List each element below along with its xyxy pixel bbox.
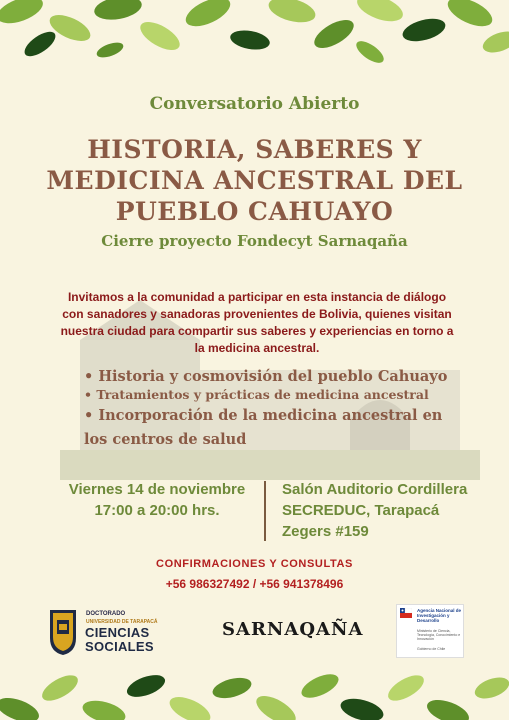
location-line-1: Salón Auditorio Cordillera bbox=[282, 481, 468, 498]
chile-flag-icon bbox=[400, 608, 412, 618]
program-line-2: SOCIALES bbox=[85, 639, 154, 654]
event-title-line-3: PUEBLO CAHUAYO bbox=[115, 197, 394, 226]
sarnaqana-logo: SARNAQAÑA bbox=[222, 619, 364, 640]
topic-text: Tratamientos y prácticas de medicina ancestral bbox=[96, 387, 429, 402]
anid-name: Agencia Nacional de Investigación y Desarrollo bbox=[417, 608, 462, 623]
anid-ministry: Ministerio de Ciencia, Tecnología, Conocimiento e Innovación bbox=[417, 629, 461, 641]
event-title-line-1: HISTORIA, SABERES Y bbox=[87, 135, 422, 164]
event-type: Conversatorio Abierto bbox=[149, 94, 360, 114]
leaf-border-top bbox=[0, 0, 509, 80]
location-line-3: Zegers #159 bbox=[282, 523, 369, 540]
event-datetime bbox=[58, 479, 256, 521]
university-shield-icon bbox=[48, 608, 78, 656]
topic-item: • Incorporación de la medicina ancestral en los centros de salud bbox=[84, 407, 443, 448]
divider bbox=[264, 481, 266, 541]
topic-text: Incorporación de la medicina ancestral en los centros de salud bbox=[84, 407, 443, 448]
doctorado-label: DOCTORADO bbox=[86, 611, 126, 617]
university-label: UNIVERSIDAD DE TARAPACÁ bbox=[86, 619, 158, 625]
invitation-text: Invitamos a la comunidad a participar en esta instancia de diálogo con sanadores y sanadoras provenientes de Bolivia, quienes visitan nuestra ciudad para compartir sus saberes y experiencias en torno a la medicina ancestral. bbox=[60, 290, 454, 355]
leaf-border-bottom bbox=[0, 650, 509, 720]
anid-government: Gobierno de Chile bbox=[417, 647, 446, 651]
program-line-1: CIENCIAS bbox=[85, 625, 150, 640]
topic-item: • Historia y cosmovisión del pueblo Cahuayo bbox=[84, 368, 448, 385]
contact-heading: CONFIRMACIONES Y CONSULTAS bbox=[156, 558, 353, 570]
topic-item: • Tratamientos y prácticas de medicina ancestral bbox=[84, 387, 429, 402]
topic-text: Historia y cosmovisión del pueblo Cahuayo bbox=[98, 368, 448, 385]
event-location bbox=[282, 479, 492, 542]
project-tagline: Cierre proyecto Fondecyt Sarnaqaña bbox=[101, 232, 408, 250]
topic-list bbox=[84, 368, 464, 454]
event-time: 17:00 a 20:00 hrs. bbox=[94, 502, 220, 519]
event-title-line-2: MEDICINA ANCESTRAL DEL bbox=[46, 166, 463, 195]
event-date: Viernes 14 de noviembre bbox=[68, 481, 246, 498]
contact-phones: +56 986327492 / +56 941378496 bbox=[165, 577, 344, 591]
event-title bbox=[0, 134, 509, 227]
location-line-2: SECREDUC, Tarapacá bbox=[282, 502, 440, 519]
